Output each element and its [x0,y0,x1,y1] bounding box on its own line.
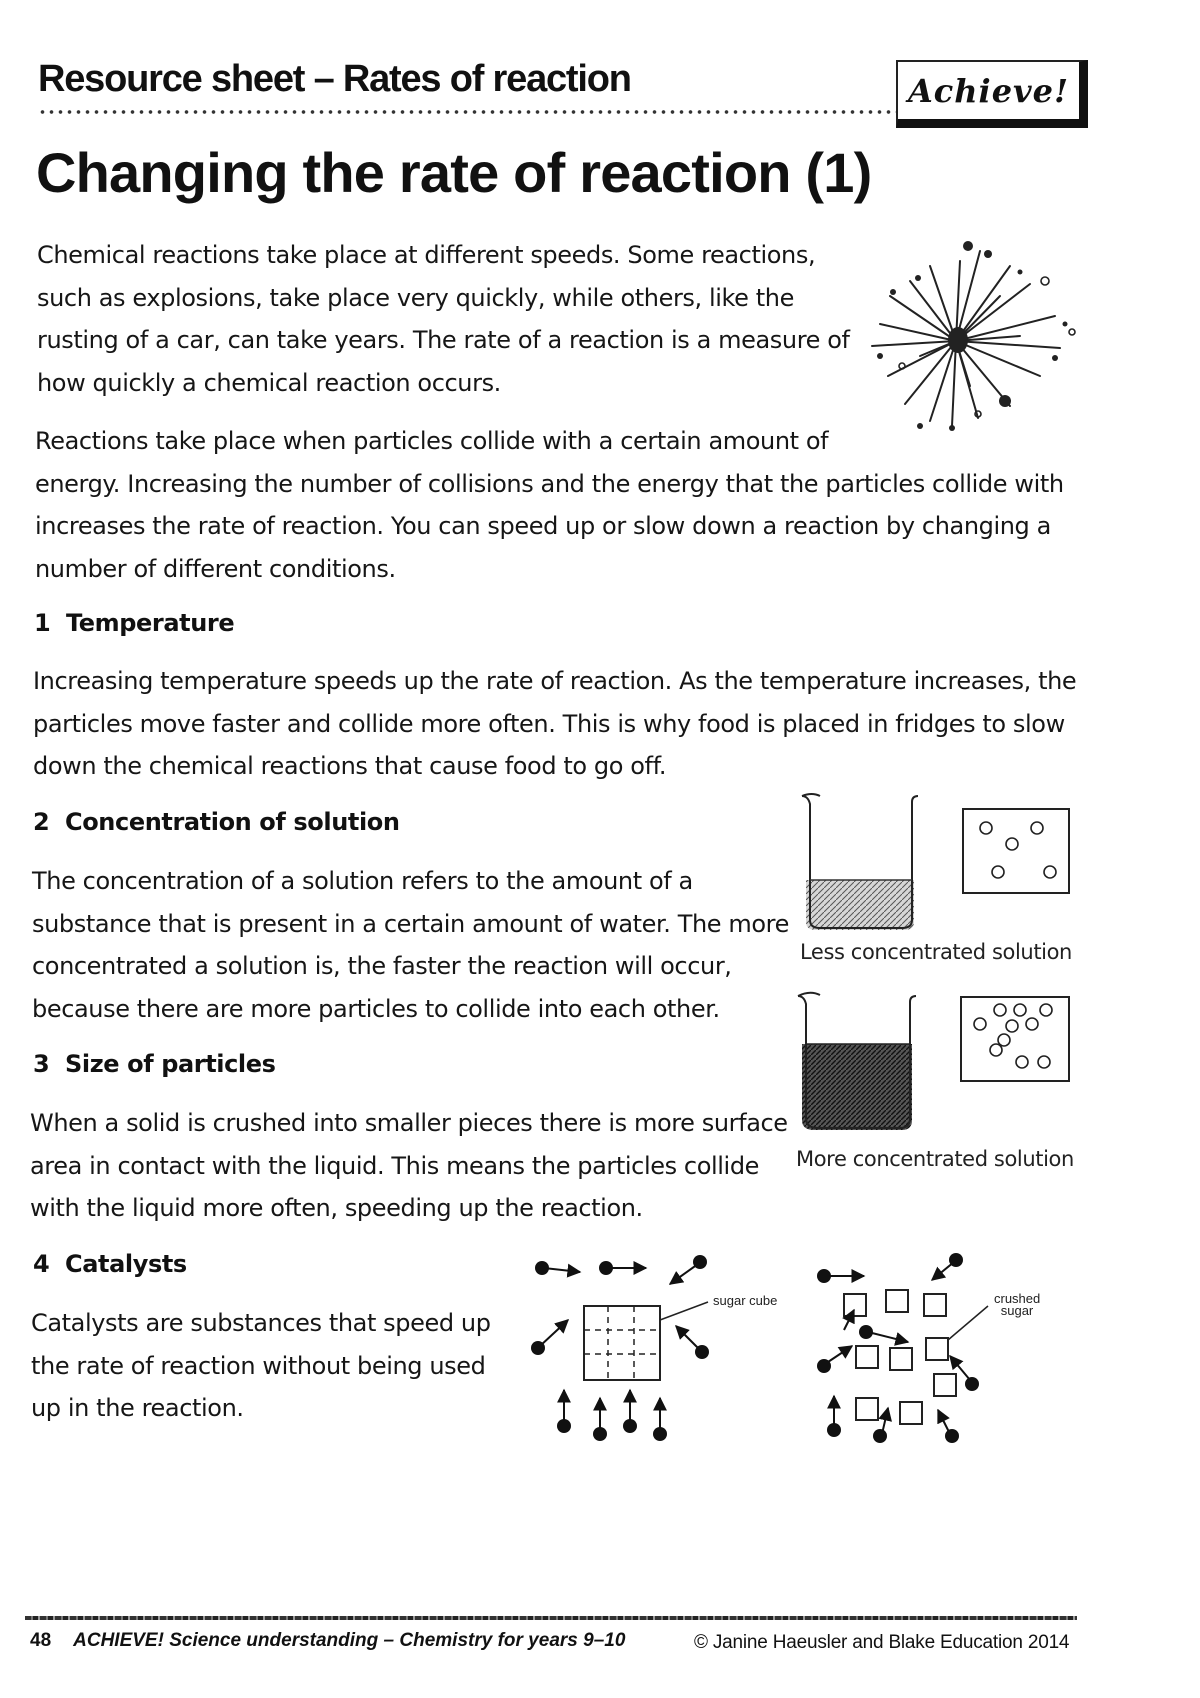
catalysts-paragraph [31,1302,491,1430]
text-line: how quickly a chemical reaction occurs. [37,368,501,397]
sugar-cube-diagram [528,1250,728,1440]
crushed-sugar-label [994,1293,1040,1317]
text-line: the rate of reaction without being used [31,1351,486,1380]
page-title: Changing the rate of reaction (1) [36,141,872,204]
more-concentrated-caption: More concentrated solution [796,1147,1074,1171]
book-title: ACHIEVE! Science understanding – Chemistry for years 9–10 [73,1630,626,1651]
section-heading-text: Catalysts [65,1250,187,1278]
section-heading-catalysts [33,1250,187,1278]
particle-size-paragraph [30,1102,788,1230]
text-line: Catalysts are substances that speed up [31,1309,491,1337]
more-concentrated-particles-box [960,996,1072,1084]
text-line: Increasing temperature speeds up the rate of reaction. As the temperature increases, the [33,667,1077,695]
text-line: When a solid is crushed into smaller pieces there is more surface [30,1109,788,1137]
more-concentrated-beaker [796,990,926,1132]
copyright: © Janine Haeusler and Blake Education 2014 [694,1632,1070,1653]
text-line: number of different conditions. [35,554,396,583]
less-concentrated-beaker [800,792,930,932]
text-line: such as explosions, take place very quickly, while others, like the [37,283,794,312]
section-number: 4 [33,1250,50,1278]
section-heading-text: Temperature [66,609,235,637]
section-heading-text: Size of particles [65,1050,276,1078]
less-concentrated-particles-box [962,808,1072,896]
section-number: 3 [33,1050,50,1078]
sugar-cube-label: sugar cube [713,1293,778,1308]
label-line: sugar [1000,1303,1034,1318]
section-heading-particle-size [33,1050,276,1078]
text-line: area in contact with the liquid. This means the particles collide [30,1151,760,1180]
temperature-paragraph [33,660,1076,788]
intro-paragraph-2 [35,420,1064,590]
text-line: energy. Increasing the number of collisions and the energy that the particles collide with [35,469,1064,498]
explosion-illustration [860,236,1080,446]
text-line: particles move faster and collide more often. This is why food is placed in fridges to slow [33,709,1065,738]
text-line: Chemical reactions take place at different speeds. Some reactions, [37,241,816,269]
section-number: 2 [33,808,50,836]
concentration-paragraph [32,860,789,1030]
text-line: The concentration of a solution refers to the amount of a [32,867,693,895]
section-heading-concentration [33,808,400,836]
section-number: 1 [34,609,51,637]
less-concentrated-caption: Less concentrated solution [800,940,1072,964]
text-line: with the liquid more often, speeding up the reaction. [30,1194,643,1222]
footer-book-info [30,1630,625,1652]
text-line: increases the rate of reaction. You can speed up or slow down a reaction by changing a [35,512,1051,540]
dotted-rule [38,108,896,116]
label-line: crushed [994,1291,1041,1306]
text-line: substance that is present in a certain amount of water. The more [32,909,789,938]
text-line: rusting of a car, can take years. The rate of a reaction is a measure of [37,326,850,354]
text-line: up in the reaction. [31,1394,244,1422]
section-heading-text: Concentration of solution [65,808,400,836]
achieve-badge: Achieve! [896,60,1088,128]
section-title: Resource sheet – Rates of reaction [38,58,631,100]
section-heading-temperature [34,609,234,637]
text-line: Reactions take place when particles collide with a certain amount of [35,427,829,455]
text-line: concentrated a solution is, the faster the reaction will occur, [32,952,732,980]
crushed-sugar-diagram [808,1250,1008,1440]
intro-paragraph-1 [37,234,850,404]
footer-rule [25,1616,1077,1620]
page-number: 48 [30,1630,52,1651]
text-line: because there are more particles to collide into each other. [32,994,720,1023]
text-line: down the chemical reactions that cause food to go off. [33,752,667,780]
